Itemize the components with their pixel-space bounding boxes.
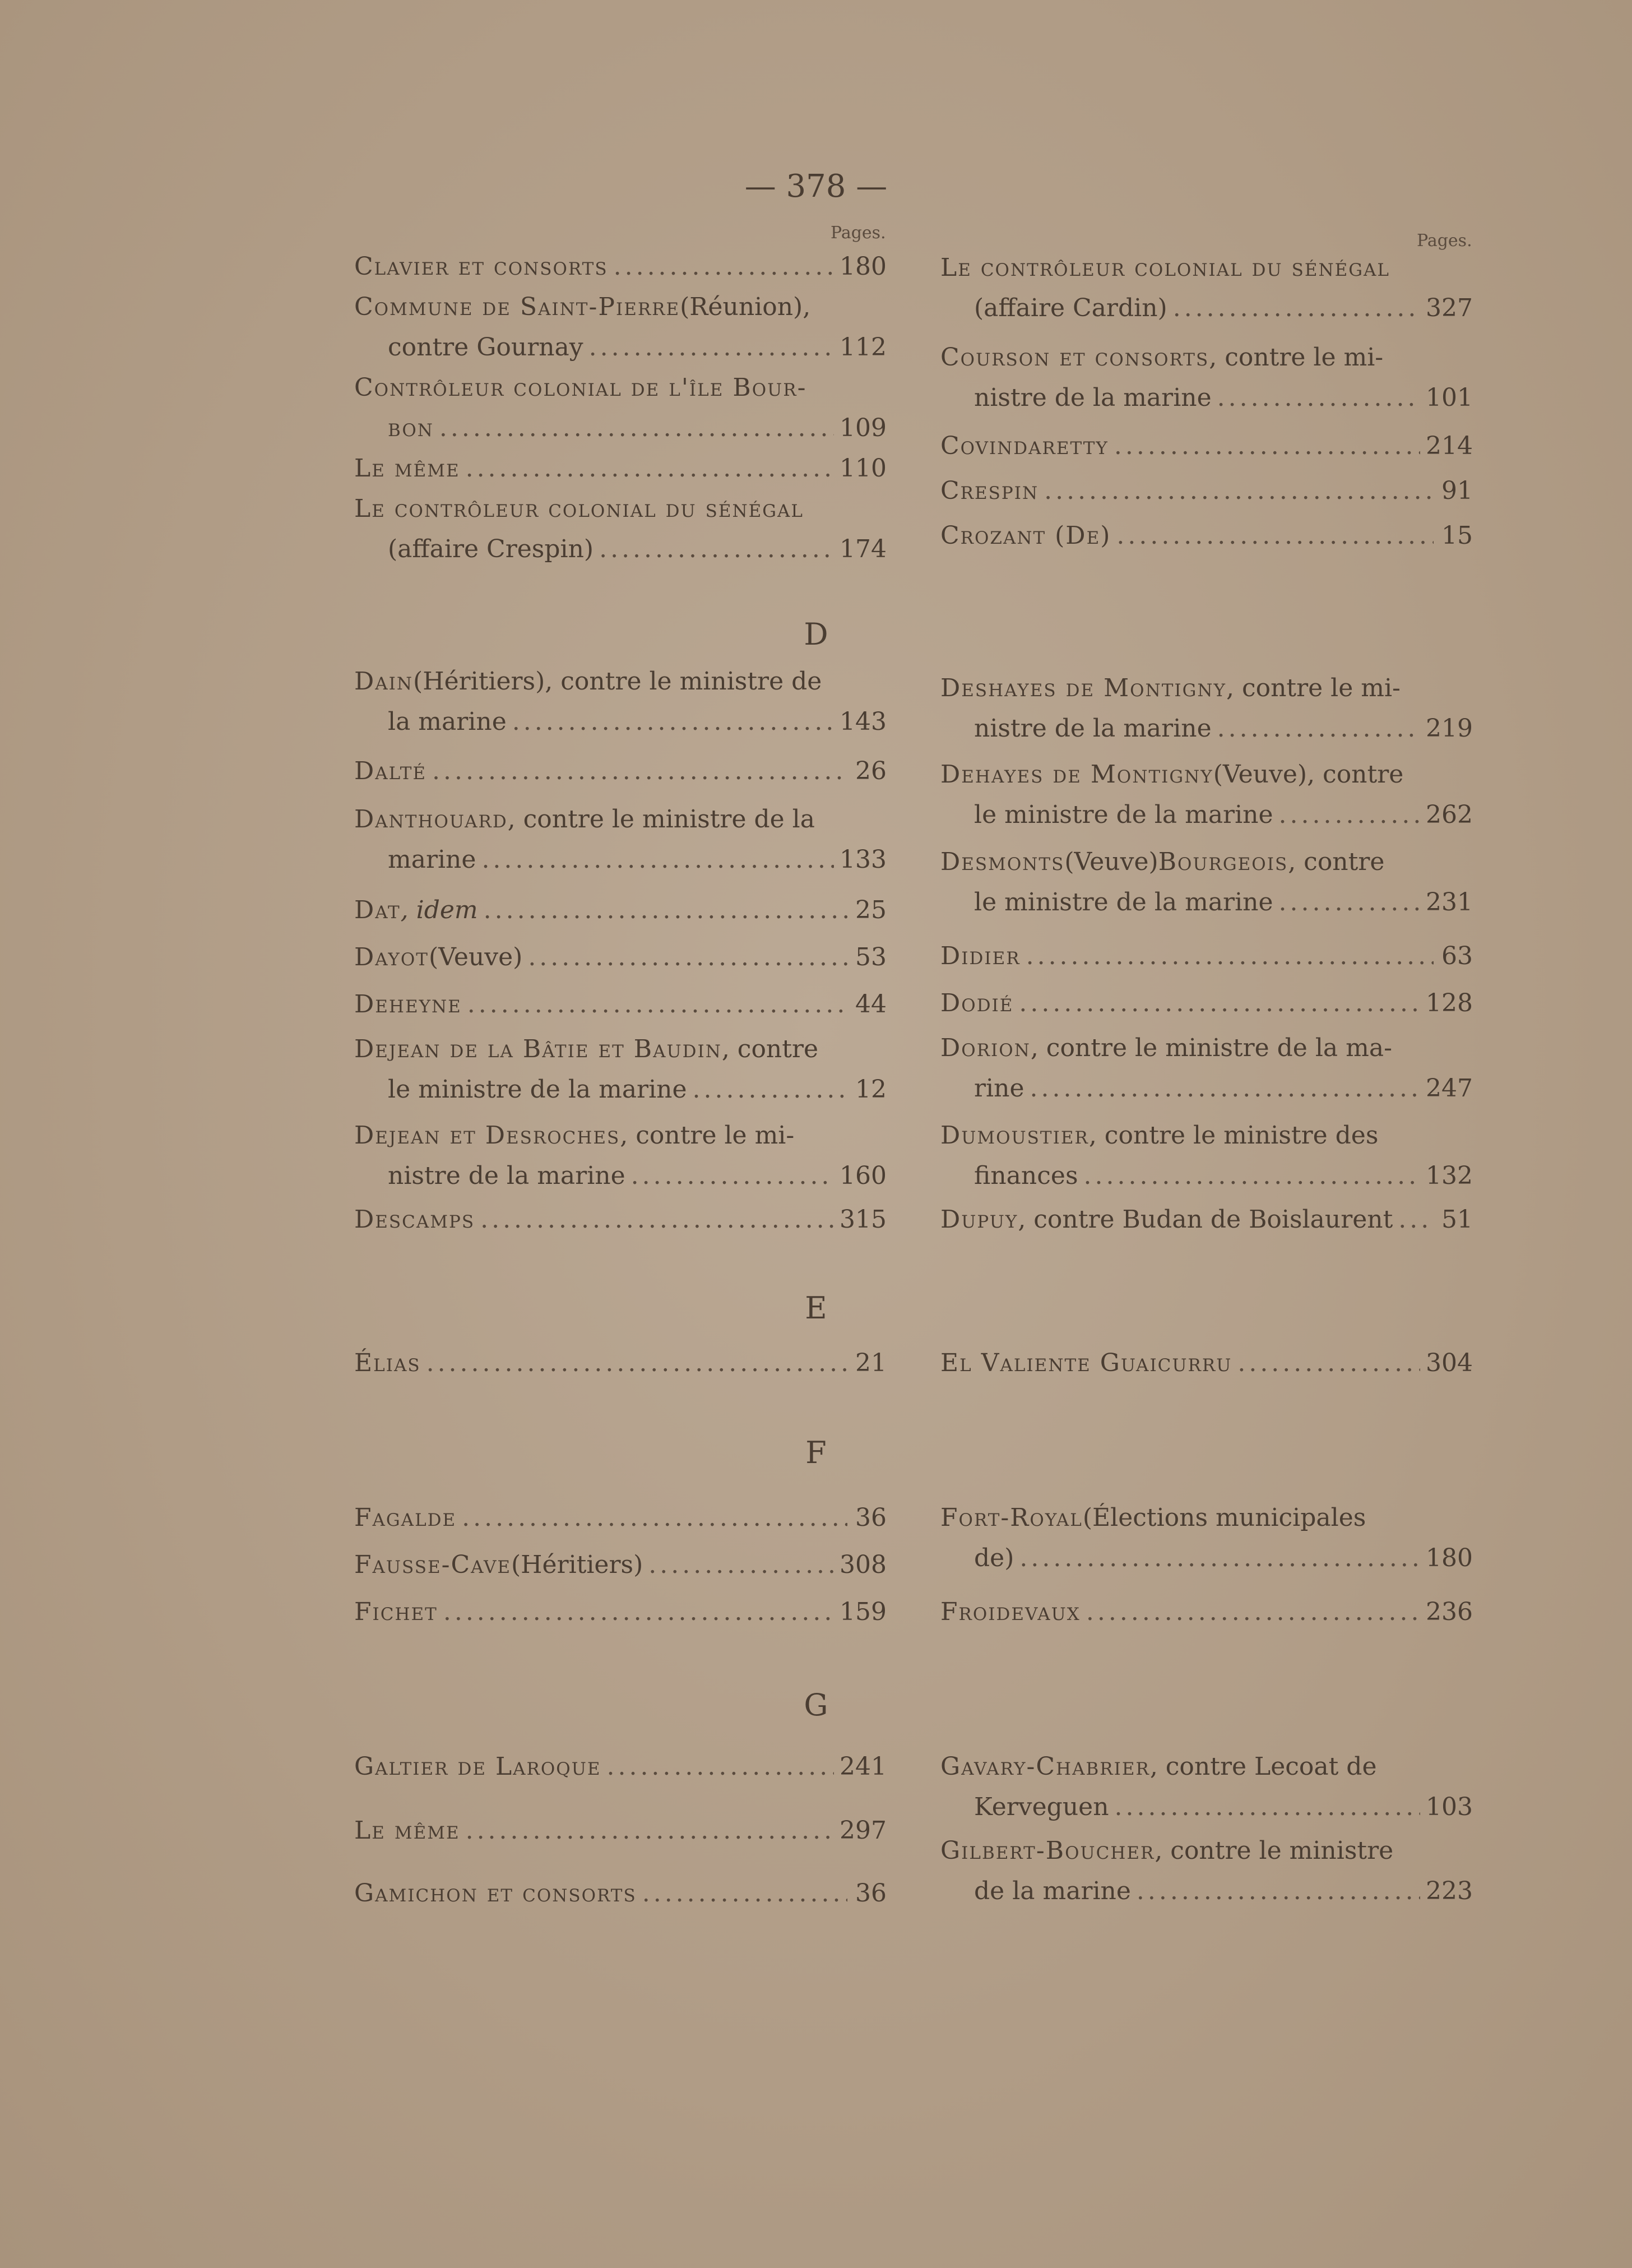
index-entry: Dayot (Veuve) ..... 53 (354, 937, 887, 978)
index-entry: Dupuy , contre Budan de Boislaurent ..... 51 (940, 1200, 1473, 1240)
index-entry: Deheyne ..... 44 (354, 984, 887, 1025)
index-entry: Dejean et Desroches , contre le mi- nistre de la marine ..... 160 (354, 1116, 887, 1196)
index-entry: Dain (Héritiers), contre le ministre de la marine ..... 143 (354, 661, 887, 742)
index-entry: Gamichon et consorts ..... 36 (354, 1873, 887, 1914)
index-entry: Le contrôleur colonial du sénégal (affaire Crespin) ..... 174 (354, 489, 887, 570)
index-entry: Crespin ..... 91 (940, 471, 1473, 511)
index-entry: Fort-Royal (Élections municipales de) ..... 180 (940, 1498, 1473, 1579)
index-entry: Descamps ..... 315 (354, 1200, 887, 1240)
index-entry: Le contrôleur colonial du sénégal (affaire Cardin) ..... 327 (940, 248, 1473, 328)
index-entry: Élias ..... 21 (354, 1343, 887, 1383)
index-entry: Dalté ..... 26 (354, 751, 887, 792)
index-entry: Dumoustier , contre le ministre des finances ..... 132 (940, 1116, 1473, 1196)
index-entry: Covindaretty ..... 214 (940, 426, 1473, 466)
index-entry: Dorion , contre le ministre de la ma- rine ..... 247 (940, 1028, 1473, 1109)
index-entry: Dat , idem ..... 25 (354, 890, 887, 931)
index-entry: Dejean de la Bâtie et Baudin , contre le ministre de la marine ..... 12 (354, 1029, 887, 1110)
index-entry: Gilbert-Boucher , contre le ministre de la marine ..... 223 (940, 1831, 1473, 1911)
index-entry: Le même ..... 110 (354, 448, 887, 489)
index-entry: Danthouard , contre le ministre de la marine ..... 133 (354, 799, 887, 880)
section-letter-f: F (805, 1435, 827, 1470)
index-entry: Commune de Saint-Pierre (Réunion), contre Gournay ..... 112 (354, 287, 887, 368)
section-letter-g: G (804, 1687, 828, 1723)
index-entry: Deshayes de Montigny , contre le mi- nistre de la marine ..... 219 (940, 668, 1473, 749)
section-letter-e: E (805, 1290, 827, 1326)
index-entry: Dehayes de Montigny (Veuve), contre le ministre de la marine ..... 262 (940, 755, 1473, 835)
index-entry: Didier ..... 63 (940, 936, 1473, 976)
index-entry: Dodié ..... 128 (940, 983, 1473, 1024)
index-entry: Le même ..... 297 (354, 1811, 887, 1851)
index-entry: Contrôleur colonial de l'île Bour- bon ..... 109 (354, 368, 887, 448)
index-entry: Crozant (De) ..... 15 (940, 516, 1473, 556)
pages-header: Pages. (1417, 231, 1472, 251)
page-number: — 378 — (744, 168, 888, 205)
index-entry: El Valiente Guaicurru ..... 304 (940, 1343, 1473, 1383)
index-entry: Fagalde ..... 36 (354, 1498, 887, 1538)
index-entry: Fichet ..... 159 (354, 1592, 887, 1632)
section-letter-d: D (804, 617, 828, 652)
index-entry: Fausse-Cave (Héritiers) ..... 308 (354, 1545, 887, 1585)
index-entry: Clavier et consorts ..... 180 (354, 247, 887, 287)
index-entry: Froidevaux ..... 236 (940, 1592, 1473, 1632)
index-entry: Desmonts (Veuve) Bourgeois , contre le ministre de la marine ..... 231 (940, 842, 1473, 923)
index-entry: Galtier de Laroque ..... 241 (354, 1747, 887, 1787)
index-entry: Courson et consorts , contre le mi- nistre de la marine ..... 101 (940, 337, 1473, 418)
index-entry: Gavary-Chabrier , contre Lecoat de Kerveguen ..... 103 (940, 1747, 1473, 1827)
pages-header: Pages. (831, 223, 886, 243)
